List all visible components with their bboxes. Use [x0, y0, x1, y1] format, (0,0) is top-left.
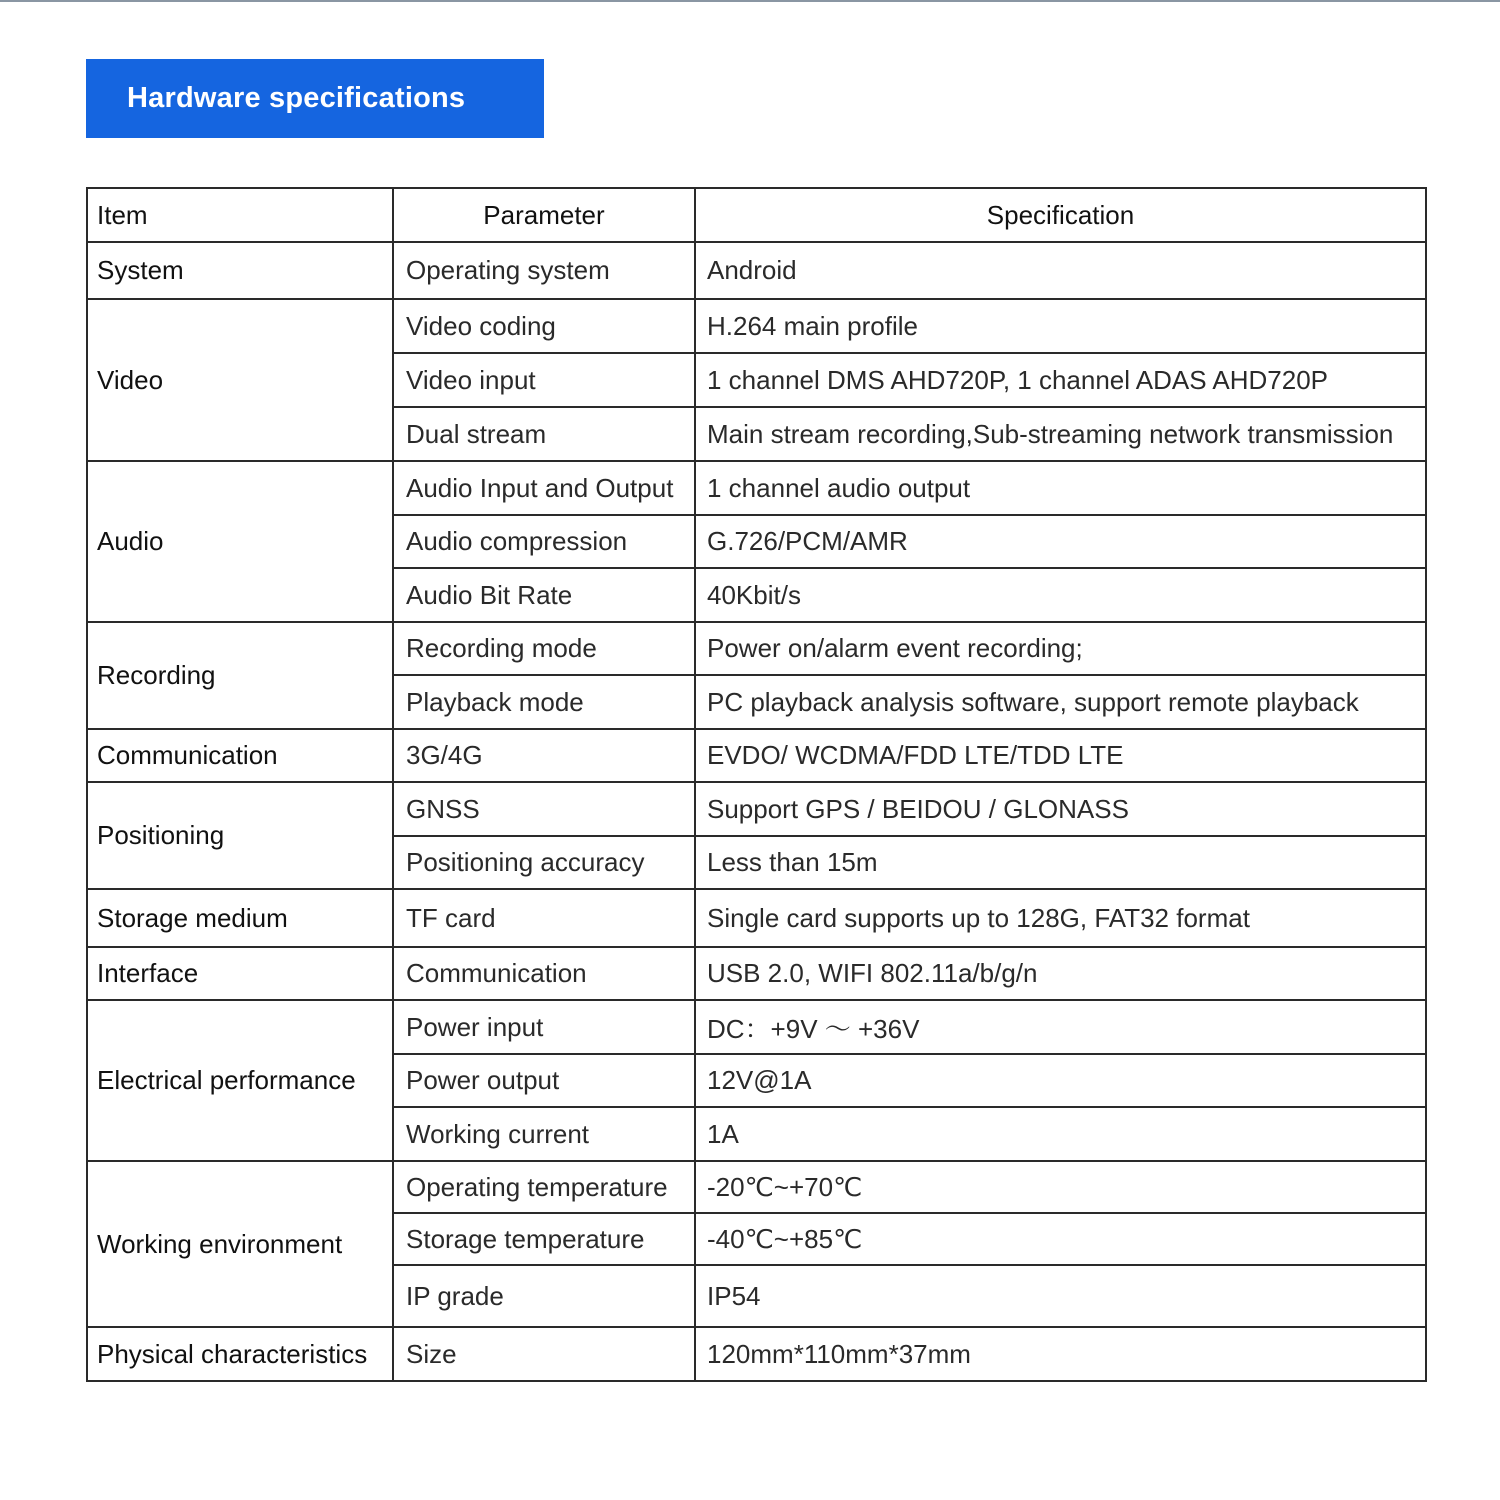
parameter-cell: Audio Input and Output: [393, 461, 695, 515]
item-cell: Recording: [87, 622, 393, 729]
specification-cell: EVDO/ WCDMA/FDD LTE/TDD LTE: [695, 729, 1426, 782]
item-cell: Audio: [87, 461, 393, 622]
specification-cell: Power on/alarm event recording;: [695, 622, 1426, 675]
specification-cell: 120mm*110mm*37mm: [695, 1327, 1426, 1381]
parameter-cell: GNSS: [393, 782, 695, 836]
item-cell: Physical characteristics: [87, 1327, 393, 1381]
parameter-cell: Power output: [393, 1054, 695, 1107]
parameter-cell: Working current: [393, 1107, 695, 1161]
parameter-cell: Operating system: [393, 242, 695, 299]
parameter-cell: Communication: [393, 947, 695, 1000]
specification-cell: 1 channel DMS AHD720P, 1 channel ADAS AHD720P: [695, 353, 1426, 407]
parameter-cell: TF card: [393, 889, 695, 947]
specification-cell: 40Kbit/s: [695, 568, 1426, 622]
item-cell: Interface: [87, 947, 393, 1000]
parameter-cell: Dual stream: [393, 407, 695, 461]
specification-cell: 1 channel audio output: [695, 461, 1426, 515]
table-row: [87, 622, 1426, 675]
specification-cell: -20℃~+70℃: [695, 1161, 1426, 1213]
table-row: [87, 1161, 1426, 1213]
top-divider: [0, 0, 1500, 2]
header-specification: Specification: [695, 188, 1426, 242]
specification-cell: Support GPS / BEIDOU / GLONASS: [695, 782, 1426, 836]
specification-cell: DC：+9V ～ +36V: [695, 1000, 1426, 1054]
parameter-cell: Positioning accuracy: [393, 836, 695, 889]
parameter-cell: IP grade: [393, 1265, 695, 1327]
item-cell: Working environment: [87, 1161, 393, 1327]
table-row: [87, 461, 1426, 515]
table-row: [87, 782, 1426, 836]
table-row: [87, 947, 1426, 1000]
parameter-cell: Operating temperature: [393, 1161, 695, 1213]
parameter-cell: Recording mode: [393, 622, 695, 675]
specification-cell: PC playback analysis software, support remote playback: [695, 675, 1426, 729]
parameter-cell: Video coding: [393, 299, 695, 353]
table-row: [87, 1000, 1426, 1054]
table-row: [87, 1327, 1426, 1381]
parameter-cell: Audio compression: [393, 515, 695, 568]
item-cell: Video: [87, 299, 393, 461]
specification-cell: 1A: [695, 1107, 1426, 1161]
specification-cell: Single card supports up to 128G, FAT32 format: [695, 889, 1426, 947]
parameter-cell: Power input: [393, 1000, 695, 1054]
parameter-cell: Video input: [393, 353, 695, 407]
parameter-cell: Storage temperature: [393, 1213, 695, 1265]
specification-cell: IP54: [695, 1265, 1426, 1327]
item-cell: Storage medium: [87, 889, 393, 947]
table-row: [87, 242, 1426, 299]
specification-cell: G.726/PCM/AMR: [695, 515, 1426, 568]
item-cell: Positioning: [87, 782, 393, 889]
specification-cell: USB 2.0, WIFI 802.11a/b/g/n: [695, 947, 1426, 1000]
parameter-cell: Audio Bit Rate: [393, 568, 695, 622]
specification-cell: H.264 main profile: [695, 299, 1426, 353]
table-row: [87, 889, 1426, 947]
section-title-banner: Hardware specifications: [86, 59, 544, 138]
parameter-cell: Playback mode: [393, 675, 695, 729]
header-item: Item: [87, 188, 393, 242]
specification-cell: Main stream recording,Sub-streaming network transmission: [695, 407, 1426, 461]
specification-cell: Android: [695, 242, 1426, 299]
specification-cell: 12V@1A: [695, 1054, 1426, 1107]
spec-table: [86, 187, 1427, 1382]
parameter-cell: Size: [393, 1327, 695, 1381]
specification-cell: Less than 15m: [695, 836, 1426, 889]
header-parameter: Parameter: [393, 188, 695, 242]
table-row: [87, 299, 1426, 353]
specification-cell: -40℃~+85℃: [695, 1213, 1426, 1265]
item-cell: System: [87, 242, 393, 299]
table-header-row: [87, 188, 1426, 242]
parameter-cell: 3G/4G: [393, 729, 695, 782]
item-cell: Communication: [87, 729, 393, 782]
table-row: [87, 729, 1426, 782]
item-cell: Electrical performance: [87, 1000, 393, 1161]
